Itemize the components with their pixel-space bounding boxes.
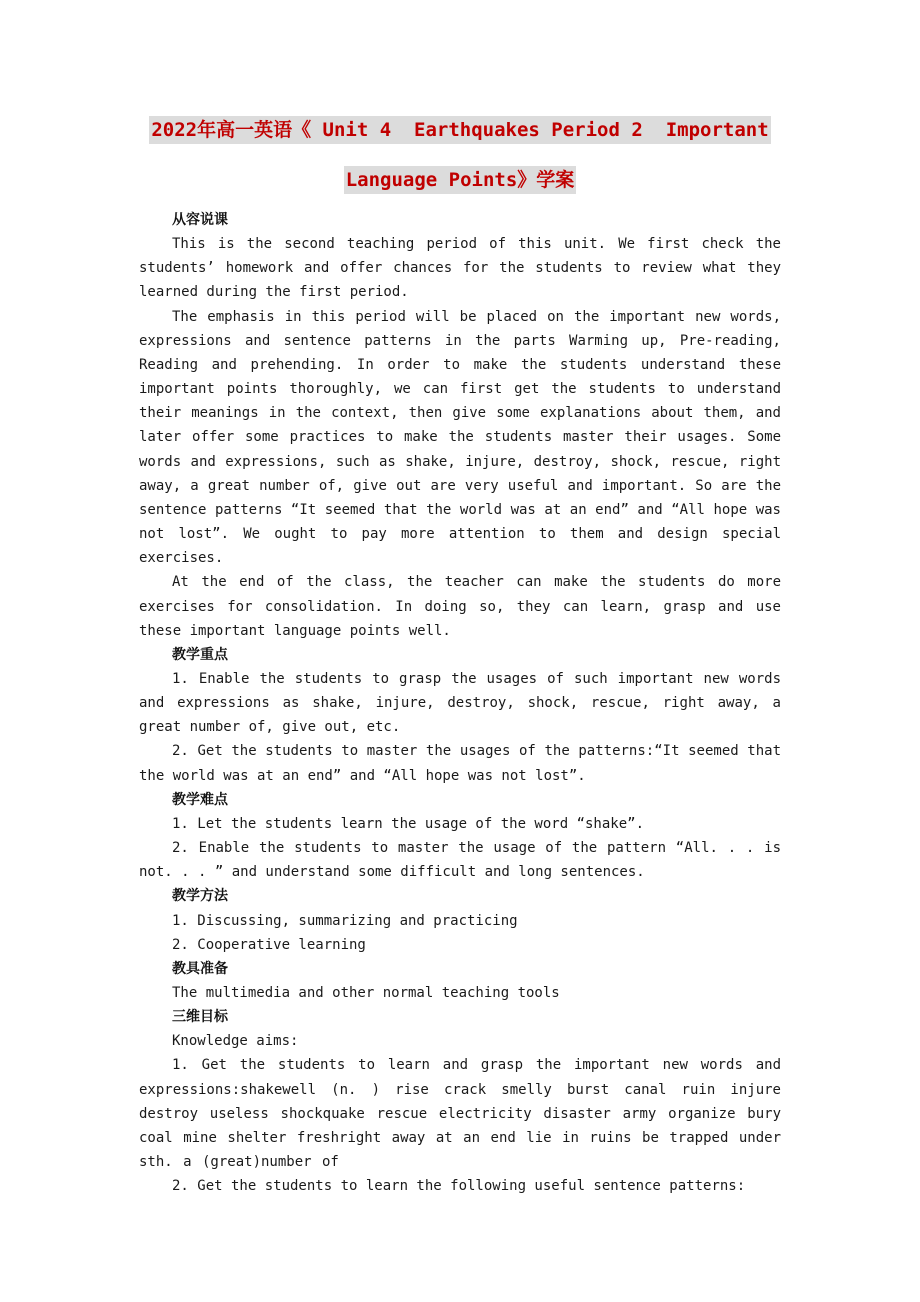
- section-heading-focus: 教学重点: [172, 646, 228, 663]
- method-item-2: 2. Cooperative learning: [172, 936, 366, 953]
- aims-label: Knowledge aims:: [172, 1033, 299, 1050]
- document-body: [139, 208, 781, 1198]
- title-line-1: 2022年高一英语《 Unit 4 Earthquakes Period 2 Important: [149, 116, 770, 144]
- section-heading-aims: 三维目标: [172, 1009, 228, 1026]
- difficulty-item-1: 1. Let the students learn the usage of the word “shake”.: [172, 815, 645, 832]
- section-heading-difficulty: 教学难点: [172, 791, 228, 808]
- intro-paragraph-2: The emphasis in this period will be placed on the important new words, expressions and sentence patterns in the parts Warming up, Pre-reading, Reading and prehending. In order to make the students understand these important points thoroughly, we can first get the students to understand their meanings in the context, then give some explanations about them, and later offer some practices to make the students master their usages. Some words and expressions, such as shake, injure, destroy, shock, rescue, right away, a great number of, give out are very useful and important. So are the sentence patterns “It seemed that the world was at an end” and “All hope was not lost”. We ought to pay more attention to them and design special exercises.: [139, 308, 781, 567]
- intro-paragraph-1: This is the second teaching period of this unit. We first check the students’ homework and offer chances for the students to review what they learned during the first period.: [139, 236, 781, 301]
- aims-item-1: 1. Get the students to learn and grasp the important new words and expressions:shakewell (n. ) rise crack smelly burst canal ruin injure destroy useless shockquake rescue electricity disaster army organize bury coal mine shelter freshright away at an end lie in ruins be trapped under sth. a (great)number of: [139, 1057, 781, 1171]
- document-title: [140, 116, 780, 194]
- title-line-2: Language Points》学案: [344, 166, 577, 194]
- section-heading-tools: 教具准备: [172, 960, 228, 977]
- focus-item-2: 2. Get the students to master the usages of the patterns:“It seemed that the world was at an end” and “All hope was not lost”.: [139, 743, 781, 784]
- method-item-1: 1. Discussing, summarizing and practicing: [172, 912, 518, 929]
- aims-item-2: 2. Get the students to learn the following useful sentence patterns:: [172, 1178, 746, 1195]
- difficulty-item-2: 2. Enable the students to master the usage of the pattern “All. . . is not. . . ” and understand some difficult and long sentences.: [139, 840, 781, 881]
- section-heading-intro: 从容说课: [172, 212, 228, 228]
- tools-item-1: The multimedia and other normal teaching tools: [172, 985, 560, 1001]
- focus-item-1: 1. Enable the students to grasp the usages of such important new words and expressions as shake, injure, destroy, shock, rescue, right away, a great number of, give out, etc.: [139, 670, 781, 736]
- section-heading-method: 教学方法: [172, 888, 228, 905]
- intro-paragraph-3: At the end of the class, the teacher can make the students do more exercises for consolidation. In doing so, they can learn, grasp and use these important language points well.: [139, 574, 781, 639]
